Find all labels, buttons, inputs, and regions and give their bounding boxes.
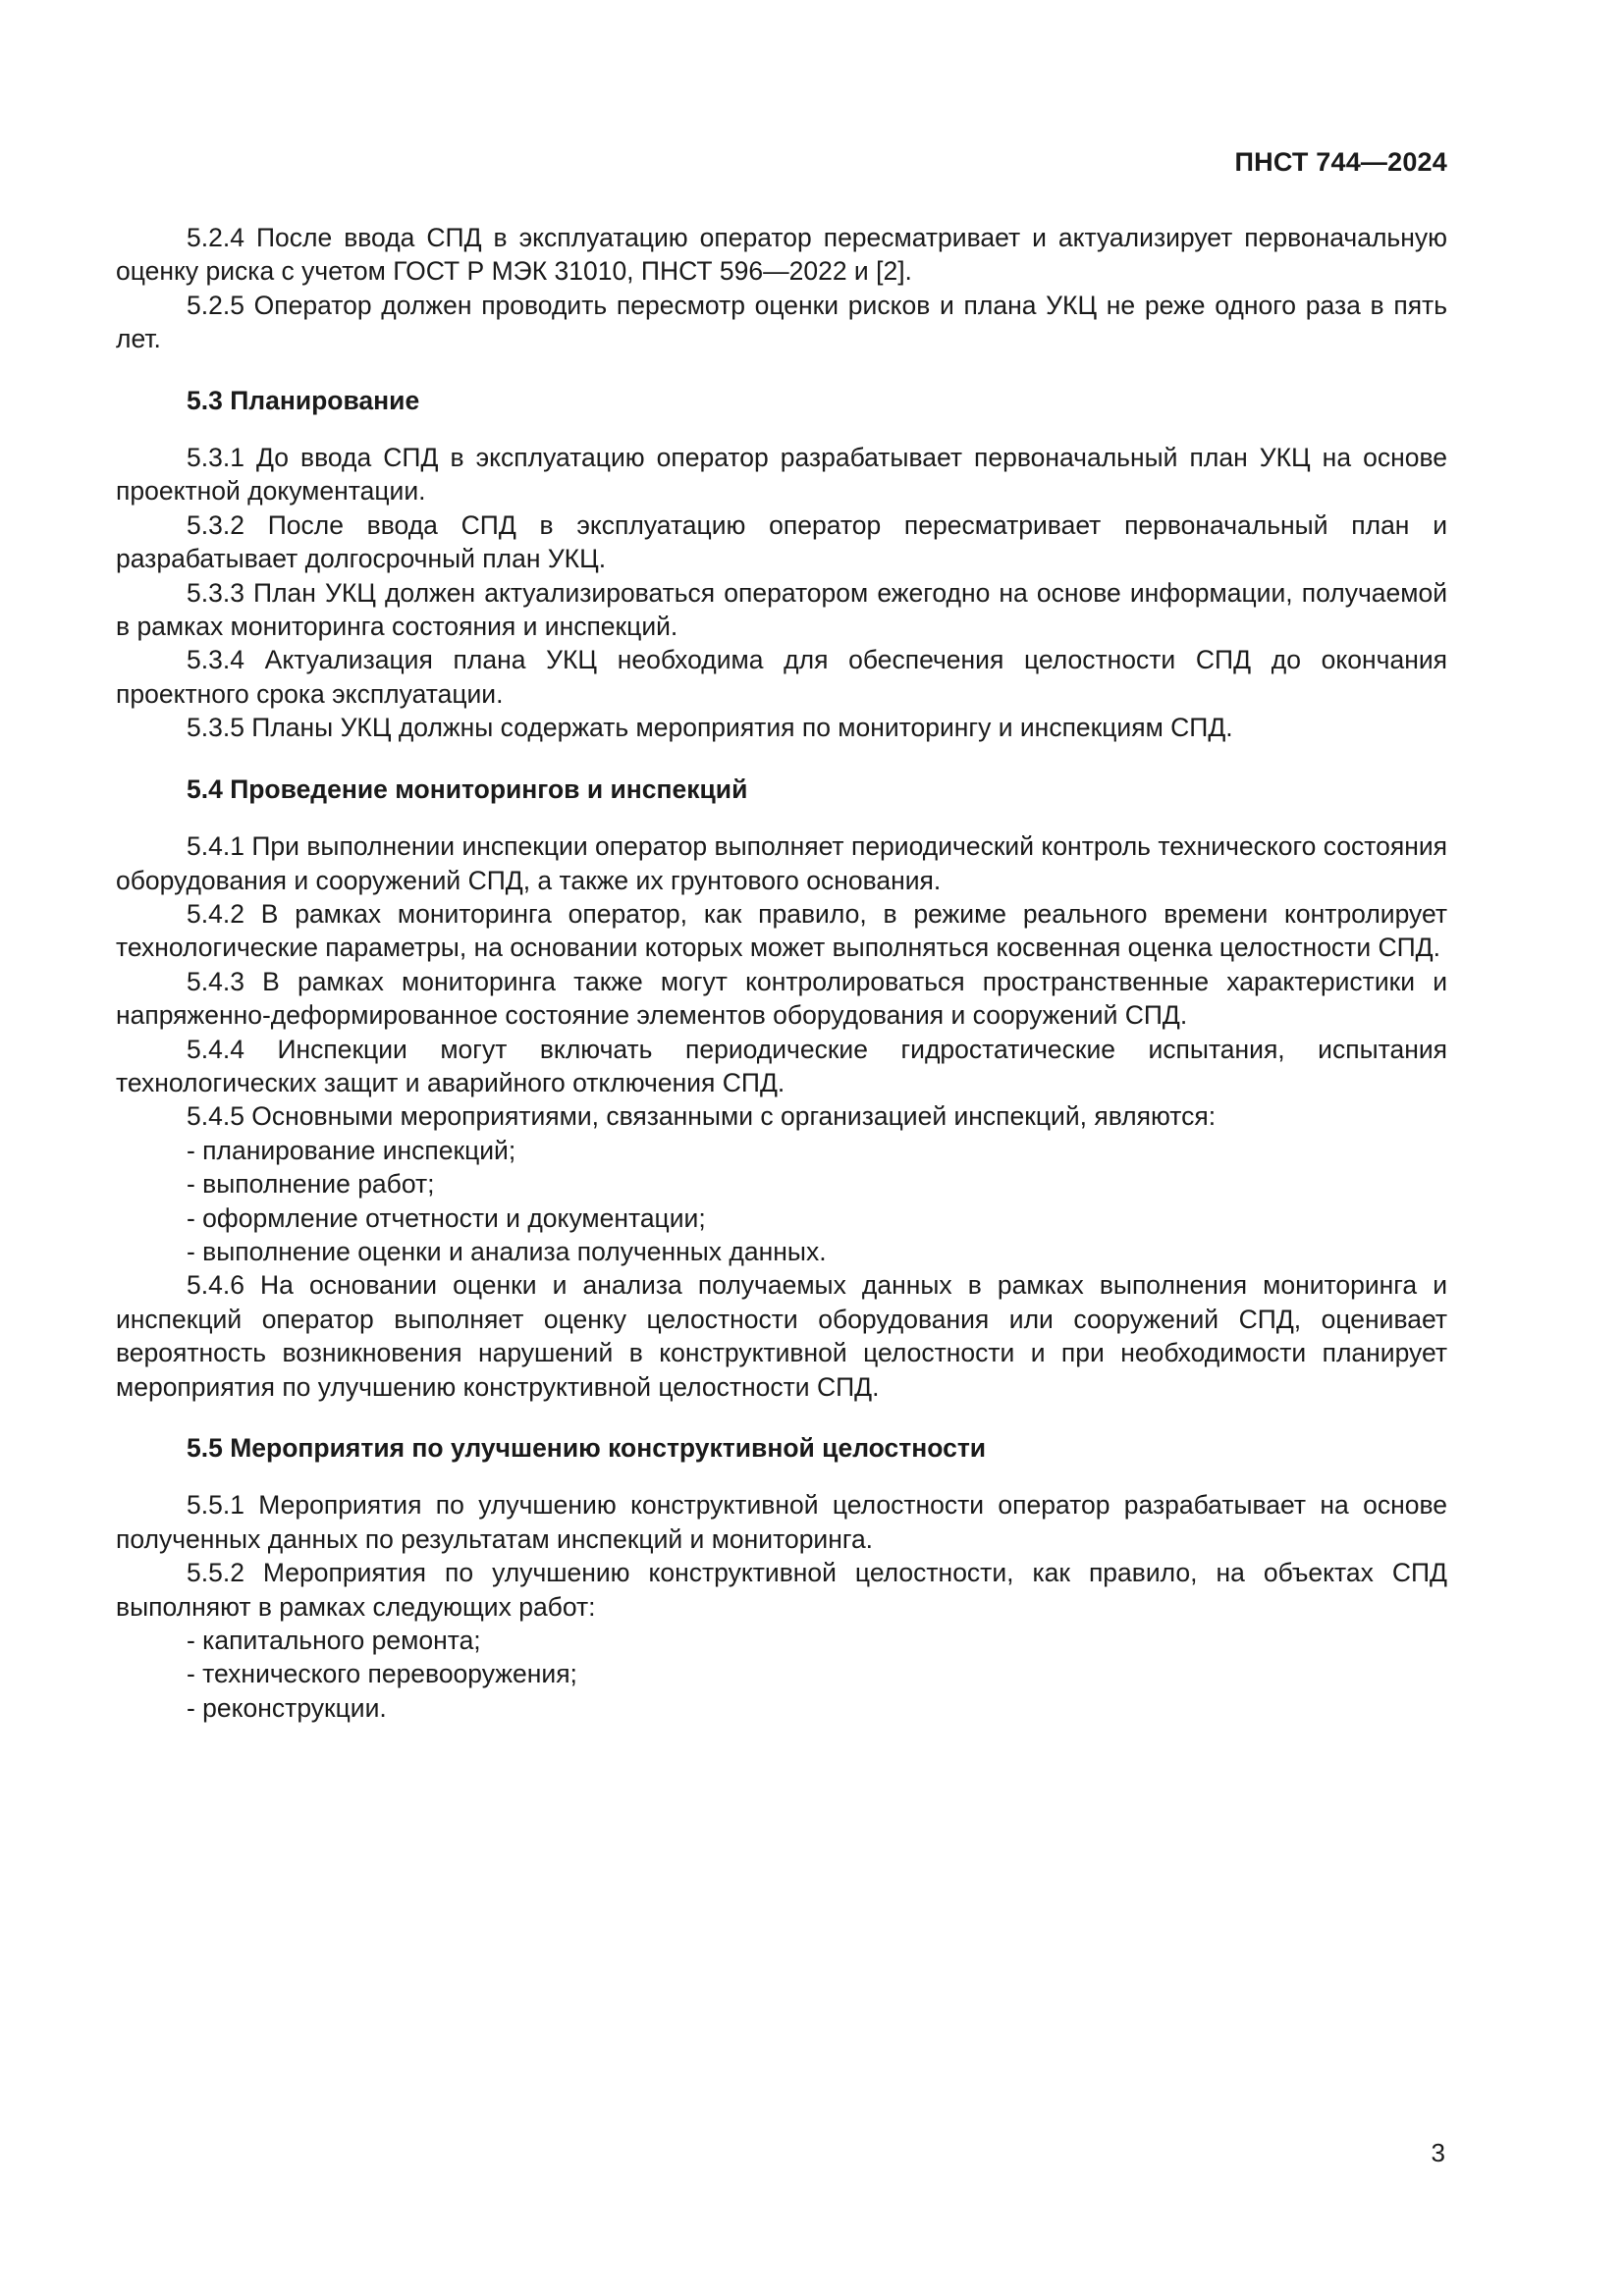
heading-5-3: 5.3 Планирование	[187, 385, 420, 415]
list-item: - технического перевооружения;	[187, 1659, 577, 1689]
paragraph-5-4-1: 5.4.1 При выполнении инспекции оператор выполняет периодический контроль технического состояния оборудования и сооружений СПД, а также их грунтового основания.	[116, 831, 1447, 895]
list-item: - оформление отчетности и документации;	[187, 1202, 706, 1233]
paragraph-5-4-5: 5.4.5 Основными мероприятиями, связанными с организацией инспекций, являются:	[187, 1101, 1217, 1132]
paragraph-5-3-4: 5.3.4 Актуализация плана УКЦ необходима для обеспечения целостности СПД до окончания проектного срока эксплуатации.	[116, 645, 1447, 709]
paragraph-5-4-3: 5.4.3 В рамках мониторинга также могут контролироваться пространственные характеристики и напряженно-деформированное состояние элементов оборудования и сооружений СПД.	[116, 966, 1447, 1031]
paragraph-5-2-5: 5.2.5 Оператор должен проводить пересмотр оценки рисков и плана УКЦ не реже одного раза в пять лет.	[116, 290, 1447, 354]
paragraph-5-4-2: 5.4.2 В рамках мониторинга оператор, как правило, в режиме реального времени контролирует технологические параметры, на основании которых может выполняться косвенная оценка целостности СПД.	[116, 898, 1447, 963]
paragraph-5-3-2: 5.3.2 После ввода СПД в эксплуатацию оператор пересматривает первоначальный план и разрабатывает долгосрочный план УКЦ.	[116, 509, 1447, 574]
list-item: - капитального ремонта;	[187, 1626, 481, 1656]
paragraph-5-3-3: 5.3.3 План УКЦ должен актуализироваться оператором ежегодно на основе информации, получаемой в рамках мониторинга состояния и инспекций.	[116, 577, 1447, 642]
page-number: 3	[1431, 2138, 1445, 2167]
list-item: - выполнение работ;	[187, 1169, 435, 1200]
paragraph-5-4-4: 5.4.4 Инспекции могут включать периодические гидростатические испытания, испытания технологических защит и аварийного отключения СПД.	[116, 1034, 1447, 1097]
paragraph-5-3-1: 5.3.1 До ввода СПД в эксплуатацию оператор разрабатывает первоначальный план УКЦ на основе проектной документации.	[116, 443, 1447, 507]
heading-5-4: 5.4 Проведение мониторингов и инспекций	[187, 774, 748, 804]
list-item: - планирование инспекций;	[187, 1135, 516, 1165]
paragraph-5-2-4: 5.2.4 После ввода СПД в эксплуатацию оператор пересматривает и актуализирует первоначальную оценку риска с учетом ГОСТ Р МЭК 31010, ПНСТ 596—2022 и [2].	[116, 223, 1447, 287]
paragraph-5-3-5: 5.3.5 Планы УКЦ должны содержать мероприятия по мониторингу и инспекциям СПД.	[187, 713, 1233, 743]
document-body	[116, 221, 1447, 1725]
list-item: - выполнение оценки и анализа полученных данных.	[187, 1236, 827, 1266]
heading-5-5: 5.5 Мероприятия по улучшению конструктивной целостности	[187, 1433, 987, 1463]
document-code: ПНСТ 744—2024	[1234, 147, 1447, 177]
paragraph-5-4-6: 5.4.6 На основании оценки и анализа получаемых данных в рамках выполнения мониторинга и инспекций оператор выполняет оценку целостности оборудования или сооружений СПД, оценивает вероятность возникновения нарушений в конструктивной целостности и при необходимости планирует мероприятия по улучшению конструктивной целостности СПД.	[116, 1270, 1447, 1402]
paragraph-5-5-2: 5.5.2 Мероприятия по улучшению конструктивной целостности, как правило, на объектах СПД выполняют в рамках следующих работ:	[116, 1558, 1447, 1622]
list-item: - реконструкции.	[187, 1692, 387, 1723]
paragraph-5-5-1: 5.5.1 Мероприятия по улучшению конструктивной целостности оператор разрабатывает на основе полученных данных по результатам инспекций и мониторинга.	[116, 1490, 1447, 1554]
